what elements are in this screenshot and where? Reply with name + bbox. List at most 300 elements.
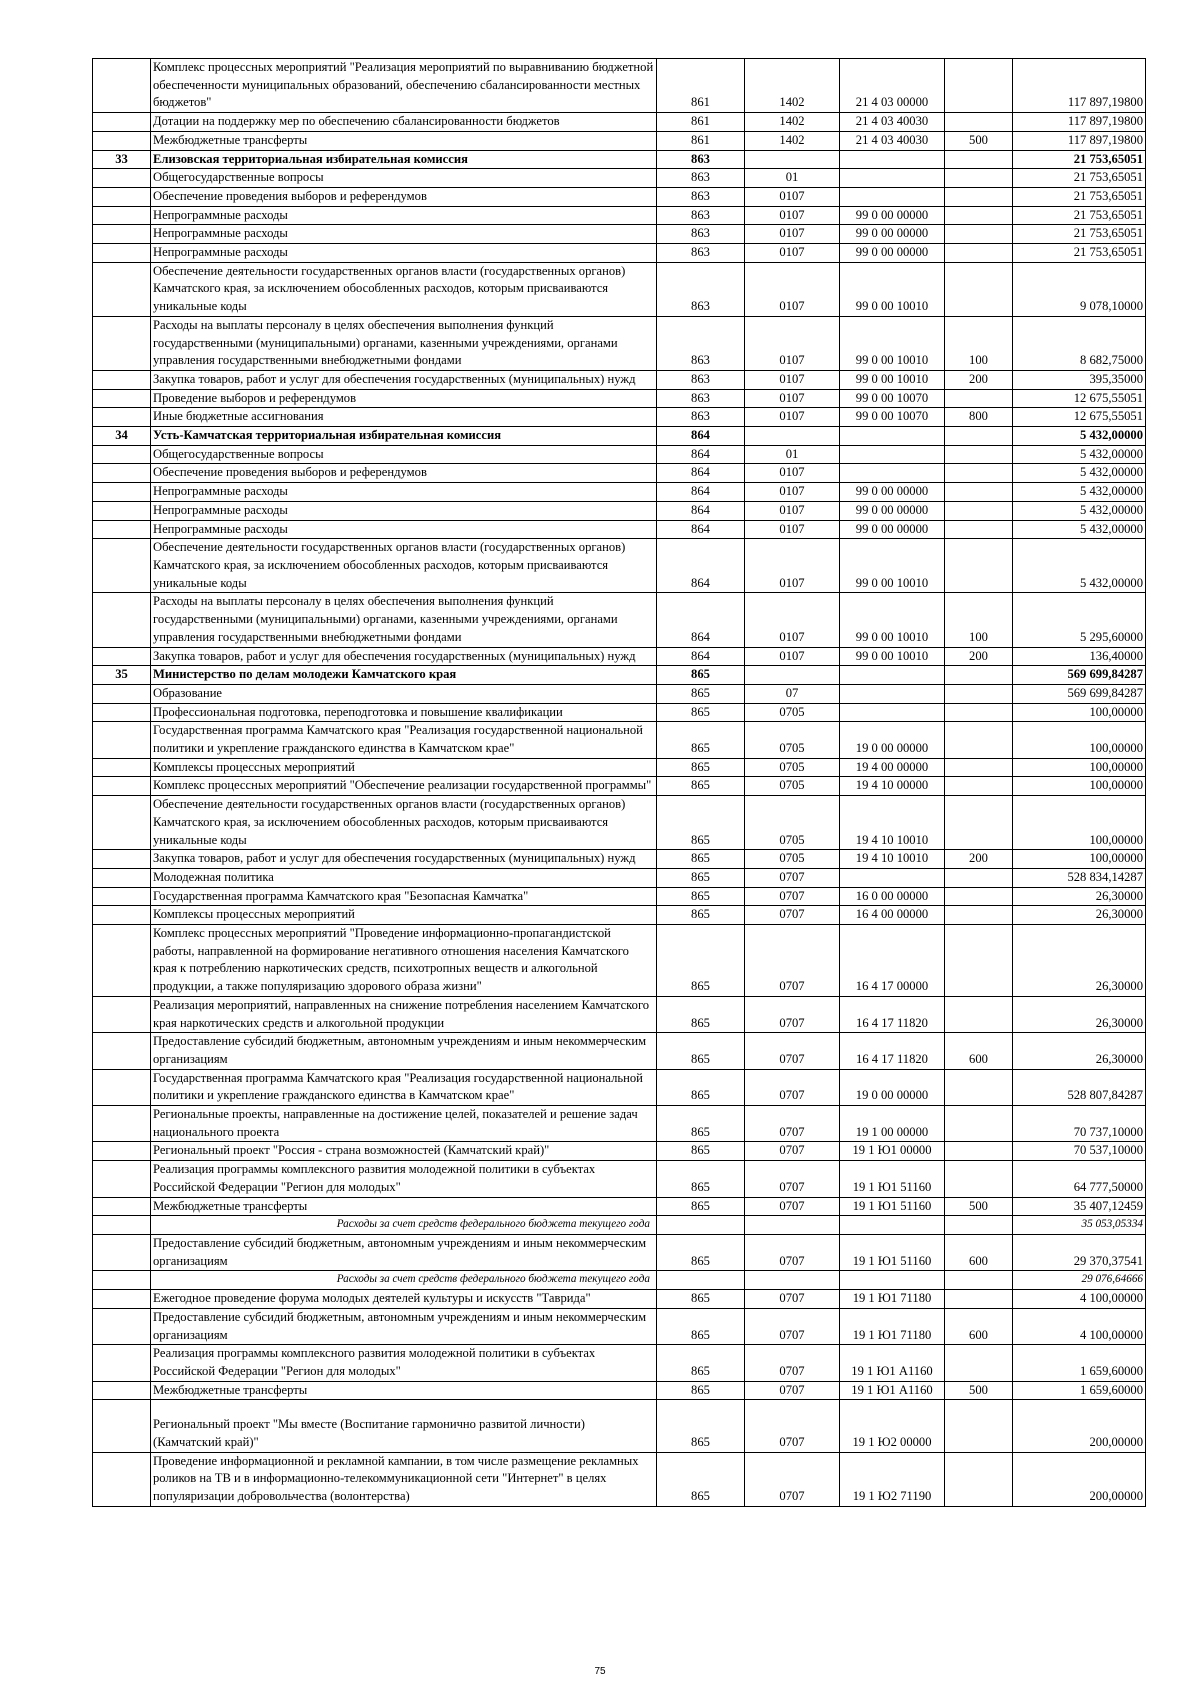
- table-row: [93, 887, 1146, 906]
- section-code-cell: 0707: [745, 1290, 840, 1309]
- section-code-cell: 0707: [745, 1197, 840, 1216]
- section-code-cell: 0707: [745, 1400, 840, 1452]
- section-code-cell: 0705: [745, 796, 840, 850]
- table-row: [93, 59, 1146, 113]
- target-item-code-cell: 19 4 10 10010: [840, 796, 945, 850]
- target-item-code-cell: 19 1 Ю1 51160: [840, 1161, 945, 1197]
- target-item-code-cell: 99 0 00 10010: [840, 262, 945, 316]
- amount-cell: 1 659,60000: [1013, 1345, 1146, 1381]
- row-number-cell: [93, 777, 151, 796]
- section-code-cell: 0107: [745, 225, 840, 244]
- row-number-cell: [93, 445, 151, 464]
- target-item-code-cell: 99 0 00 00000: [840, 501, 945, 520]
- ministry-code-cell: 861: [657, 59, 745, 113]
- ministry-code-cell: 864: [657, 427, 745, 446]
- table-row: [93, 539, 1146, 593]
- table-row: [93, 483, 1146, 502]
- table-row: [93, 1235, 1146, 1271]
- amount-cell: 1 659,60000: [1013, 1381, 1146, 1400]
- table-row: [93, 1106, 1146, 1142]
- amount-cell: 8 682,75000: [1013, 316, 1146, 370]
- table-row: [93, 150, 1146, 169]
- section-code-cell: 0707: [745, 1161, 840, 1197]
- amount-cell: 21 753,65051: [1013, 187, 1146, 206]
- expense-kind-code-cell: [945, 1271, 1013, 1290]
- ministry-code-cell: 865: [657, 1452, 745, 1506]
- amount-cell: 4 100,00000: [1013, 1308, 1146, 1344]
- target-item-code-cell: 19 1 Ю2 71190: [840, 1452, 945, 1506]
- expense-name-cell: Комплексы процессных мероприятий: [151, 906, 657, 925]
- row-number-cell: [93, 1235, 151, 1271]
- amount-cell: 569 699,84287: [1013, 684, 1146, 703]
- target-item-code-cell: [840, 1216, 945, 1235]
- ministry-code-cell: 864: [657, 501, 745, 520]
- row-number-cell: [93, 1142, 151, 1161]
- expense-kind-code-cell: [945, 703, 1013, 722]
- amount-cell: 9 078,10000: [1013, 262, 1146, 316]
- section-code-cell: 0707: [745, 868, 840, 887]
- section-code-cell: 0707: [745, 1381, 840, 1400]
- expense-name-cell: Расходы за счет средств федерального бюджета текущего года: [151, 1216, 657, 1235]
- expense-kind-code-cell: [945, 501, 1013, 520]
- amount-cell: 5 432,00000: [1013, 501, 1146, 520]
- ministry-code-cell: 863: [657, 225, 745, 244]
- row-number-cell: 34: [93, 427, 151, 446]
- amount-cell: 26,30000: [1013, 925, 1146, 997]
- ministry-code-cell: 863: [657, 262, 745, 316]
- row-number-cell: [93, 850, 151, 869]
- table-row: [93, 445, 1146, 464]
- expense-kind-code-cell: [945, 464, 1013, 483]
- row-number-cell: [93, 722, 151, 758]
- amount-cell: 35 053,05334: [1013, 1216, 1146, 1235]
- expense-name-cell: Иные бюджетные ассигнования: [151, 408, 657, 427]
- section-code-cell: 0107: [745, 539, 840, 593]
- section-code-cell: 0707: [745, 1033, 840, 1069]
- expense-name-cell: Обеспечение деятельности государственных органов власти (государственных органов) Камчатского края, за исключением обособленных расходов, которым присваиваются уникальные коды: [151, 262, 657, 316]
- amount-cell: 100,00000: [1013, 850, 1146, 869]
- expense-name-cell: Обеспечение проведения выборов и референдумов: [151, 187, 657, 206]
- expense-kind-code-cell: [945, 906, 1013, 925]
- section-code-cell: 0107: [745, 262, 840, 316]
- row-number-cell: [93, 1069, 151, 1105]
- ministry-code-cell: 865: [657, 703, 745, 722]
- table-row: [93, 1033, 1146, 1069]
- amount-cell: 395,35000: [1013, 370, 1146, 389]
- target-item-code-cell: 99 0 00 10010: [840, 370, 945, 389]
- ministry-code-cell: 863: [657, 206, 745, 225]
- expense-kind-code-cell: [945, 1452, 1013, 1506]
- expense-name-cell: Непрограммные расходы: [151, 520, 657, 539]
- target-item-code-cell: [840, 187, 945, 206]
- section-code-cell: 1402: [745, 59, 840, 113]
- expense-name-cell: Расходы на выплаты персоналу в целях обеспечения выполнения функций государственными (муниципальными) органами, казенными учреждениями, органами управления государственными внебюджетными фондами: [151, 316, 657, 370]
- expense-kind-code-cell: [945, 758, 1013, 777]
- section-code-cell: 0107: [745, 647, 840, 666]
- amount-cell: 100,00000: [1013, 703, 1146, 722]
- ministry-code-cell: 864: [657, 539, 745, 593]
- ministry-code-cell: 865: [657, 906, 745, 925]
- ministry-code-cell: 865: [657, 850, 745, 869]
- ministry-code-cell: 863: [657, 408, 745, 427]
- expense-kind-code-cell: [945, 262, 1013, 316]
- expense-name-cell: Молодежная политика: [151, 868, 657, 887]
- section-code-cell: 0707: [745, 1069, 840, 1105]
- expense-name-cell: Непрограммные расходы: [151, 206, 657, 225]
- ministry-code-cell: 864: [657, 483, 745, 502]
- table-row: [93, 906, 1146, 925]
- expense-kind-code-cell: [945, 796, 1013, 850]
- amount-cell: 12 675,55051: [1013, 408, 1146, 427]
- row-number-cell: [93, 593, 151, 647]
- amount-cell: 528 807,84287: [1013, 1069, 1146, 1105]
- table-row: [93, 169, 1146, 188]
- section-code-cell: 0707: [745, 1106, 840, 1142]
- expense-kind-code-cell: 500: [945, 1381, 1013, 1400]
- ministry-code-cell: 864: [657, 593, 745, 647]
- ministry-code-cell: 864: [657, 464, 745, 483]
- amount-cell: 21 753,65051: [1013, 225, 1146, 244]
- table-row: [93, 593, 1146, 647]
- table-row: [93, 777, 1146, 796]
- expense-name-cell: Комплекс процессных мероприятий "Проведение информационно-пропагандистской работы, направленной на формирование негативного отношения населения Камчатского края к потреблению наркотических средств, психотропных веществ и алкогольной продукции, а также популяризацию здорового образа жизни": [151, 925, 657, 997]
- ministry-code-cell: 865: [657, 758, 745, 777]
- expense-kind-code-cell: 600: [945, 1308, 1013, 1344]
- target-item-code-cell: 16 4 00 00000: [840, 906, 945, 925]
- budget-table: [92, 58, 1146, 1507]
- ministry-code-cell: 865: [657, 684, 745, 703]
- section-code-cell: 0107: [745, 389, 840, 408]
- section-code-cell: 0707: [745, 925, 840, 997]
- row-number-cell: [93, 262, 151, 316]
- section-code-cell: 0107: [745, 187, 840, 206]
- expense-kind-code-cell: [945, 187, 1013, 206]
- table-row: [93, 131, 1146, 150]
- row-number-cell: [93, 1197, 151, 1216]
- expense-kind-code-cell: [945, 1290, 1013, 1309]
- expense-name-cell: Ежегодное проведение форума молодых деятелей культуры и искусств "Таврида": [151, 1290, 657, 1309]
- ministry-code-cell: 865: [657, 1308, 745, 1344]
- table-row: [93, 501, 1146, 520]
- expense-kind-code-cell: [945, 59, 1013, 113]
- section-code-cell: 0107: [745, 501, 840, 520]
- expense-name-cell: Региональный проект "Россия - страна возможностей (Камчатский край)": [151, 1142, 657, 1161]
- table-row: [93, 1308, 1146, 1344]
- amount-cell: 21 753,65051: [1013, 244, 1146, 263]
- expense-name-cell: Образование: [151, 684, 657, 703]
- expense-kind-code-cell: [945, 996, 1013, 1032]
- section-code-cell: 0107: [745, 593, 840, 647]
- table-row: [93, 464, 1146, 483]
- table-row: [93, 868, 1146, 887]
- expense-kind-code-cell: 100: [945, 593, 1013, 647]
- table-row: [93, 703, 1146, 722]
- expense-name-cell: Реализация мероприятий, направленных на снижение потребления населением Камчатского края наркотических средств и алкогольной продукции: [151, 996, 657, 1032]
- expense-name-cell: Закупка товаров, работ и услуг для обеспечения государственных (муниципальных) нужд: [151, 647, 657, 666]
- target-item-code-cell: [840, 150, 945, 169]
- section-code-cell: [745, 1271, 840, 1290]
- expense-kind-code-cell: 200: [945, 647, 1013, 666]
- section-code-cell: 1402: [745, 131, 840, 150]
- expense-kind-code-cell: [945, 244, 1013, 263]
- expense-kind-code-cell: [945, 113, 1013, 132]
- row-number-cell: [93, 684, 151, 703]
- table-row: [93, 1161, 1146, 1197]
- section-code-cell: 0707: [745, 1308, 840, 1344]
- table-row: [93, 796, 1146, 850]
- expense-kind-code-cell: [945, 1216, 1013, 1235]
- row-number-cell: [93, 169, 151, 188]
- row-number-cell: [93, 703, 151, 722]
- section-code-cell: 1402: [745, 113, 840, 132]
- section-code-cell: 01: [745, 169, 840, 188]
- section-code-cell: 0107: [745, 408, 840, 427]
- expense-name-cell: Закупка товаров, работ и услуг для обеспечения государственных (муниципальных) нужд: [151, 370, 657, 389]
- expense-name-cell: Непрограммные расходы: [151, 225, 657, 244]
- target-item-code-cell: 99 0 00 00000: [840, 244, 945, 263]
- expense-name-cell: Комплексы процессных мероприятий: [151, 758, 657, 777]
- row-number-cell: [93, 389, 151, 408]
- ministry-code-cell: 865: [657, 796, 745, 850]
- expense-kind-code-cell: [945, 1142, 1013, 1161]
- target-item-code-cell: 19 1 Ю1 51160: [840, 1197, 945, 1216]
- amount-cell: 29 370,37541: [1013, 1235, 1146, 1271]
- expense-kind-code-cell: [945, 1161, 1013, 1197]
- row-number-cell: [93, 1216, 151, 1235]
- target-item-code-cell: 16 0 00 00000: [840, 887, 945, 906]
- table-row: [93, 1069, 1146, 1105]
- expense-kind-code-cell: [945, 684, 1013, 703]
- row-number-cell: [93, 408, 151, 427]
- table-row: [93, 262, 1146, 316]
- amount-cell: 5 432,00000: [1013, 483, 1146, 502]
- amount-cell: 12 675,55051: [1013, 389, 1146, 408]
- section-code-cell: 0107: [745, 483, 840, 502]
- target-item-code-cell: 99 0 00 10010: [840, 539, 945, 593]
- ministry-code-cell: 865: [657, 1033, 745, 1069]
- expense-name-cell: Проведение информационной и рекламной кампании, в том числе размещение рекламных роликов на ТВ и в информационно-телекоммуникационной сети "Интернет" в целях популяризации добровольчества (волонтерства): [151, 1452, 657, 1506]
- amount-cell: 117 897,19800: [1013, 59, 1146, 113]
- expense-kind-code-cell: [945, 1106, 1013, 1142]
- target-item-code-cell: 21 4 03 40030: [840, 131, 945, 150]
- expense-name-cell: Расходы на выплаты персоналу в целях обеспечения выполнения функций государственными (муниципальными) органами, казенными учреждениями, органами управления государственными внебюджетными фондами: [151, 593, 657, 647]
- table-row: [93, 1381, 1146, 1400]
- row-number-cell: [93, 244, 151, 263]
- section-code-cell: 0705: [745, 722, 840, 758]
- row-number-cell: [93, 1290, 151, 1309]
- expense-kind-code-cell: [945, 206, 1013, 225]
- row-number-cell: [93, 1345, 151, 1381]
- expense-name-cell: Усть-Камчатская территориальная избирательная комиссия: [151, 427, 657, 446]
- target-item-code-cell: 19 1 Ю1 00000: [840, 1142, 945, 1161]
- ministry-code-cell: 864: [657, 647, 745, 666]
- section-code-cell: 07: [745, 684, 840, 703]
- amount-cell: 200,00000: [1013, 1452, 1146, 1506]
- row-number-cell: [93, 906, 151, 925]
- amount-cell: 26,30000: [1013, 996, 1146, 1032]
- target-item-code-cell: 99 0 00 10010: [840, 593, 945, 647]
- row-number-cell: [93, 758, 151, 777]
- expense-kind-code-cell: [945, 520, 1013, 539]
- amount-cell: 5 432,00000: [1013, 427, 1146, 446]
- target-item-code-cell: 99 0 00 10010: [840, 316, 945, 370]
- section-code-cell: [745, 1216, 840, 1235]
- expense-kind-code-cell: [945, 925, 1013, 997]
- target-item-code-cell: 99 0 00 00000: [840, 520, 945, 539]
- section-code-cell: 0707: [745, 1142, 840, 1161]
- section-code-cell: 0705: [745, 758, 840, 777]
- expense-kind-code-cell: [945, 666, 1013, 685]
- amount-cell: 64 777,50000: [1013, 1161, 1146, 1197]
- ministry-code-cell: 863: [657, 150, 745, 169]
- table-row: [93, 389, 1146, 408]
- table-row: [93, 316, 1146, 370]
- row-number-cell: [93, 925, 151, 997]
- expense-kind-code-cell: [945, 389, 1013, 408]
- row-number-cell: [93, 1033, 151, 1069]
- expense-name-cell: Елизовская территориальная избирательная комиссия: [151, 150, 657, 169]
- table-note-row: [93, 1216, 1146, 1235]
- expense-name-cell: Профессиональная подготовка, переподготовка и повышение квалификации: [151, 703, 657, 722]
- row-number-cell: [93, 520, 151, 539]
- row-number-cell: [93, 868, 151, 887]
- expense-kind-code-cell: [945, 483, 1013, 502]
- section-code-cell: [745, 666, 840, 685]
- ministry-code-cell: 865: [657, 1400, 745, 1452]
- ministry-code-cell: 865: [657, 1345, 745, 1381]
- table-row: [93, 1142, 1146, 1161]
- expense-kind-code-cell: [945, 427, 1013, 446]
- expense-kind-code-cell: [945, 225, 1013, 244]
- row-number-cell: [93, 206, 151, 225]
- section-code-cell: 0107: [745, 206, 840, 225]
- table-row: [93, 206, 1146, 225]
- ministry-code-cell: 865: [657, 1142, 745, 1161]
- expense-kind-code-cell: [945, 150, 1013, 169]
- expense-kind-code-cell: 100: [945, 316, 1013, 370]
- target-item-code-cell: 99 0 00 00000: [840, 225, 945, 244]
- expense-name-cell: Комплекс процессных мероприятий "Обеспечение реализации государственной программы": [151, 777, 657, 796]
- ministry-code-cell: 865: [657, 887, 745, 906]
- table-row: [93, 187, 1146, 206]
- section-code-cell: 0705: [745, 777, 840, 796]
- amount-cell: 21 753,65051: [1013, 206, 1146, 225]
- row-number-cell: [93, 1308, 151, 1344]
- expense-kind-code-cell: [945, 1400, 1013, 1452]
- target-item-code-cell: [840, 666, 945, 685]
- amount-cell: 5 432,00000: [1013, 445, 1146, 464]
- expense-name-cell: Предоставление субсидий бюджетным, автономным учреждениям и иным некоммерческим организациям: [151, 1033, 657, 1069]
- amount-cell: 70 737,10000: [1013, 1106, 1146, 1142]
- row-number-cell: [93, 131, 151, 150]
- amount-cell: 100,00000: [1013, 796, 1146, 850]
- expense-name-cell: Обеспечение проведения выборов и референдумов: [151, 464, 657, 483]
- amount-cell: 200,00000: [1013, 1400, 1146, 1452]
- ministry-code-cell: 863: [657, 370, 745, 389]
- ministry-code-cell: 865: [657, 666, 745, 685]
- row-number-cell: [93, 59, 151, 113]
- table-row: [93, 996, 1146, 1032]
- target-item-code-cell: [840, 427, 945, 446]
- expense-kind-code-cell: 500: [945, 131, 1013, 150]
- amount-cell: 100,00000: [1013, 777, 1146, 796]
- row-number-cell: [93, 1161, 151, 1197]
- expense-kind-code-cell: [945, 539, 1013, 593]
- target-item-code-cell: 19 4 00 00000: [840, 758, 945, 777]
- ministry-code-cell: [657, 1271, 745, 1290]
- table-row: [93, 850, 1146, 869]
- amount-cell: 136,40000: [1013, 647, 1146, 666]
- budget-table-body: [93, 59, 1146, 1507]
- amount-cell: 4 100,00000: [1013, 1290, 1146, 1309]
- target-item-code-cell: 99 0 00 00000: [840, 206, 945, 225]
- row-number-cell: [93, 316, 151, 370]
- row-number-cell: [93, 539, 151, 593]
- target-item-code-cell: [840, 703, 945, 722]
- section-code-cell: 0705: [745, 850, 840, 869]
- amount-cell: 117 897,19800: [1013, 113, 1146, 132]
- row-number-cell: [93, 796, 151, 850]
- expense-kind-code-cell: [945, 722, 1013, 758]
- target-item-code-cell: 16 4 17 11820: [840, 1033, 945, 1069]
- row-number-cell: [93, 113, 151, 132]
- table-row: [93, 1345, 1146, 1381]
- section-code-cell: 0705: [745, 703, 840, 722]
- target-item-code-cell: 16 4 17 00000: [840, 925, 945, 997]
- target-item-code-cell: [840, 684, 945, 703]
- ministry-code-cell: 863: [657, 389, 745, 408]
- expense-kind-code-cell: [945, 445, 1013, 464]
- expense-name-cell: Комплекс процессных мероприятий "Реализация мероприятий по выравниванию бюджетной обеспеченности муниципальных образований, обеспечению сбалансированности местных бюджетов": [151, 59, 657, 113]
- section-code-cell: 0107: [745, 316, 840, 370]
- expense-kind-code-cell: 800: [945, 408, 1013, 427]
- section-code-cell: 0107: [745, 244, 840, 263]
- expense-name-cell: Непрограммные расходы: [151, 483, 657, 502]
- expense-name-cell: Межбюджетные трансферты: [151, 1381, 657, 1400]
- row-number-cell: [93, 1381, 151, 1400]
- expense-name-cell: Министерство по делам молодежи Камчатского края: [151, 666, 657, 685]
- expense-kind-code-cell: [945, 1345, 1013, 1381]
- amount-cell: 5 432,00000: [1013, 464, 1146, 483]
- table-row: [93, 925, 1146, 997]
- target-item-code-cell: 19 1 Ю1 51160: [840, 1235, 945, 1271]
- table-row: [93, 1197, 1146, 1216]
- table-row: [93, 113, 1146, 132]
- amount-cell: 29 076,64666: [1013, 1271, 1146, 1290]
- expense-name-cell: Предоставление субсидий бюджетным, автономным учреждениям и иным некоммерческим организациям: [151, 1235, 657, 1271]
- target-item-code-cell: 19 1 Ю1 71180: [840, 1290, 945, 1309]
- section-code-cell: [745, 427, 840, 446]
- ministry-code-cell: 865: [657, 1235, 745, 1271]
- amount-cell: 70 537,10000: [1013, 1142, 1146, 1161]
- table-row: [93, 427, 1146, 446]
- expense-name-cell: Государственная программа Камчатского края "Реализация государственной национальной политики и укрепление гражданского единства в Камчатском крае": [151, 722, 657, 758]
- expense-name-cell: Реализация программы комплексного развития молодежной политики в субъектах Российской Федерации "Регион для молодых": [151, 1161, 657, 1197]
- target-item-code-cell: 21 4 03 00000: [840, 59, 945, 113]
- row-number-cell: [93, 370, 151, 389]
- amount-cell: 5 432,00000: [1013, 539, 1146, 593]
- ministry-code-cell: 865: [657, 925, 745, 997]
- expense-name-cell: Закупка товаров, работ и услуг для обеспечения государственных (муниципальных) нужд: [151, 850, 657, 869]
- row-number-cell: [93, 1106, 151, 1142]
- amount-cell: 21 753,65051: [1013, 150, 1146, 169]
- ministry-code-cell: 865: [657, 1197, 745, 1216]
- ministry-code-cell: 864: [657, 445, 745, 464]
- row-number-cell: 33: [93, 150, 151, 169]
- expense-name-cell: Обеспечение деятельности государственных органов власти (государственных органов) Камчатского края, за исключением обособленных расходов, которым присваиваются уникальные коды: [151, 539, 657, 593]
- table-row: [93, 647, 1146, 666]
- row-number-cell: [93, 647, 151, 666]
